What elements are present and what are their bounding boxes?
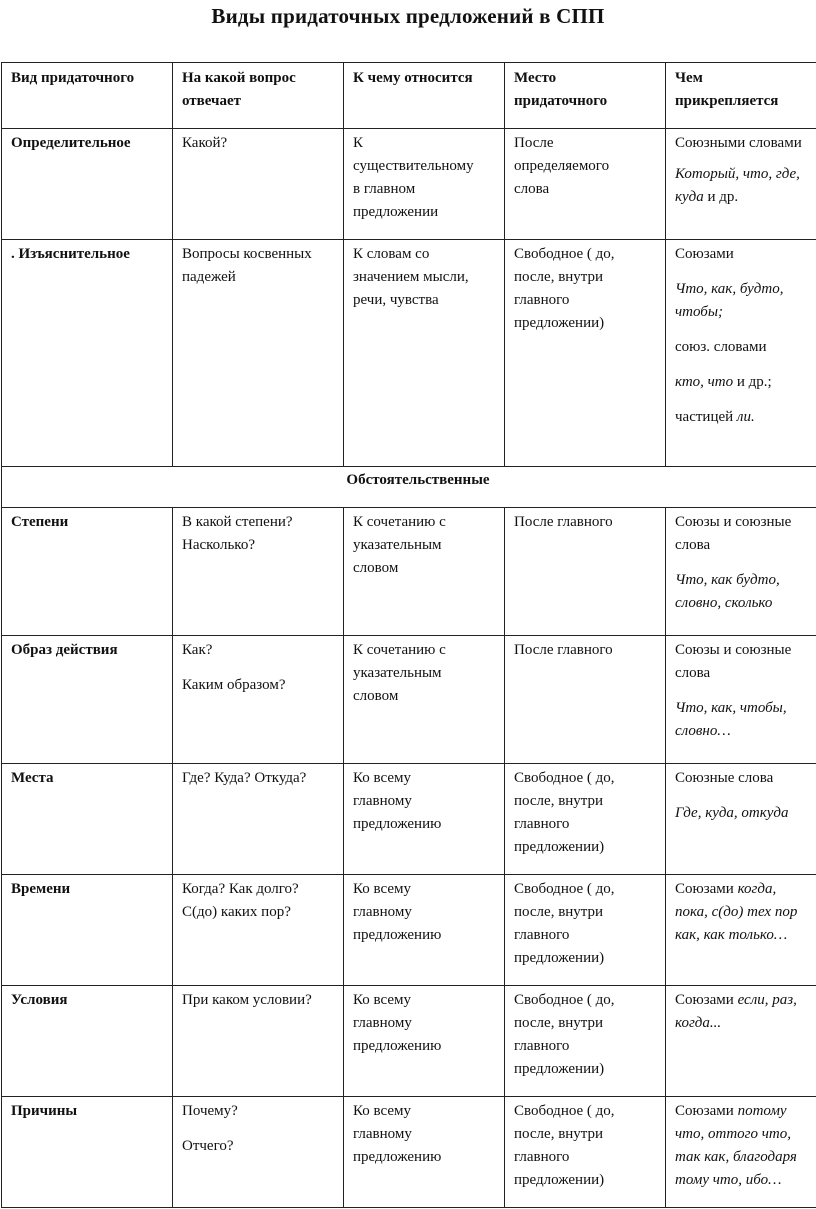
cell-question: Как? Каким образом? [173,636,344,764]
cell-relates: Ко всему главному предложению [344,764,505,875]
cell-question: Когда? Как долго? С(до) каких пор? [173,875,344,986]
cell-attach: Союзами если, раз, когда... [666,986,816,1097]
table-row [2,508,816,636]
cell-type: Времени [2,875,173,986]
cell-type: Определительное [2,129,173,240]
header-type: Вид придаточного [2,63,173,129]
cell-relates: К существительному в главном предложении [344,129,505,240]
cell-question: Какой? [173,129,344,240]
cell-question: При каком условии? [173,986,344,1097]
section-heading: Обстоятельственные [2,467,816,508]
cell-relates: Ко всему главному предложению [344,875,505,986]
cell-attach: Союзами потому что, оттого что, так как, благодаря тому что, ибо… [666,1097,816,1208]
page-title: Виды придаточных предложений в СПП [211,4,605,28]
table-row [2,240,816,467]
cell-type: Образ действия [2,636,173,764]
cell-type: Причины [2,1097,173,1208]
cell-attach: Союзами когда, пока, с(до) тех пор как, как только… [666,875,816,986]
cell-relates: К сочетанию с указательным словом [344,508,505,636]
cell-attach: Союзами Что, как, будто, чтобы; союз. словами кто, что и др.; частицей ли. [666,240,816,467]
table-row [2,875,816,986]
table-row [2,986,816,1097]
cell-question: Где? Куда? Откуда? [173,764,344,875]
header-attach: Чем прикрепляется [666,63,816,129]
cell-relates: К словам со значением мысли, речи, чувства [344,240,505,467]
clauses-table [1,62,816,1208]
table-row [2,636,816,764]
table-row [2,1097,816,1208]
cell-type: Условия [2,986,173,1097]
cell-attach: Союзы и союзные слова Что, как будто, словно, сколько [666,508,816,636]
cell-attach: Союзные слова Где, куда, откуда [666,764,816,875]
header-relates: К чему относится [344,63,505,129]
cell-relates: Ко всему главному предложению [344,986,505,1097]
section-row [2,467,816,508]
cell-place: После главного [505,508,666,636]
table-row [2,764,816,875]
cell-place: Свободное ( до, после, внутри главного предложении) [505,764,666,875]
cell-attach: Союзы и союзные слова Что, как, чтобы, словно… [666,636,816,764]
table-row [2,129,816,240]
cell-place: Свободное ( до, после, внутри главного предложении) [505,240,666,467]
cell-relates: К сочетанию с указательным словом [344,636,505,764]
cell-relates: Ко всему главному предложению [344,1097,505,1208]
table-header-row [2,63,816,129]
cell-type: . Изъяснительное [2,240,173,467]
header-place: Место придаточного [505,63,666,129]
cell-place: Свободное ( до, после, внутри главного предложении) [505,1097,666,1208]
cell-question: В какой степени? Насколько? [173,508,344,636]
cell-attach: Союзными словами Который, что, где, куда и др. [666,129,816,240]
cell-place: После главного [505,636,666,764]
cell-place: После определяемого слова [505,129,666,240]
cell-type: Места [2,764,173,875]
cell-type: Степени [2,508,173,636]
header-question: На какой вопрос отвечает [173,63,344,129]
cell-question: Почему? Отчего? [173,1097,344,1208]
cell-place: Свободное ( до, после, внутри главного предложении) [505,875,666,986]
cell-place: Свободное ( до, после, внутри главного предложении) [505,986,666,1097]
cell-question: Вопросы косвенных падежей [173,240,344,467]
